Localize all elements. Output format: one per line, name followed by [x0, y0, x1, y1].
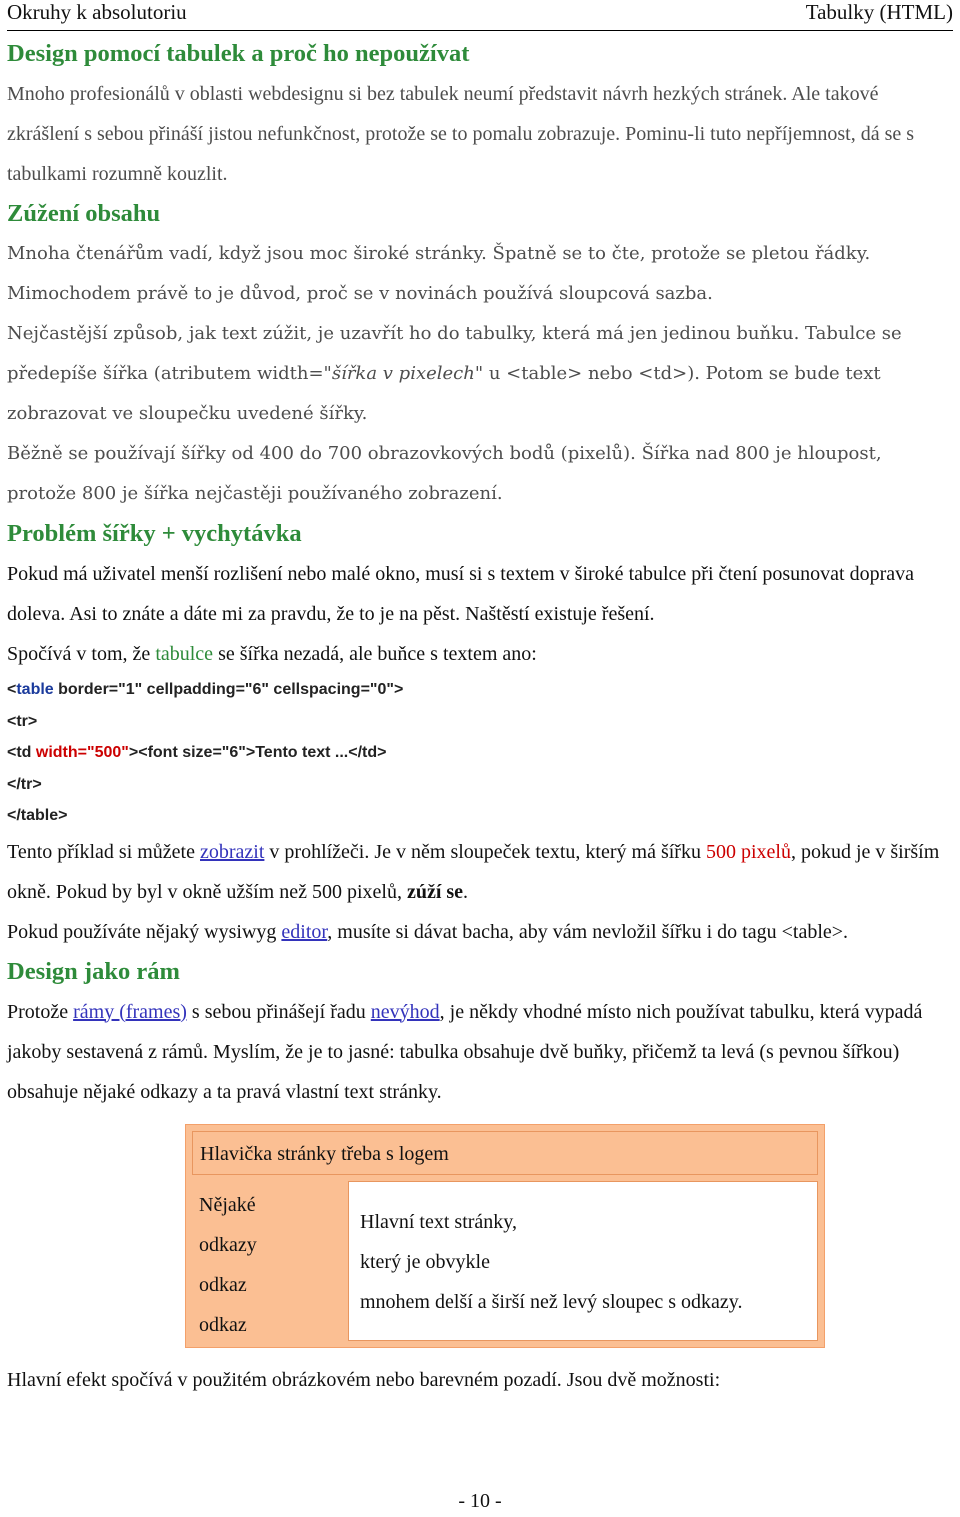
- code-token: ><font size="6">Tento text ...</td>: [128, 744, 387, 761]
- text-span: , je někdy vhodné místo nich používat tabulku, která vypadá jakoby sestavená z rámů. Myslím, že je to jasné: tabulka obsahuje dvě buňky, přičemž ta levá (s pevnou šířkou) obsahuje nějaké odkazy a ta pravá vlastní text stránky.: [7, 1000, 923, 1103]
- code-line: <tr>: [7, 712, 38, 730]
- text-span: v prohlížeči. Je v něm sloupeček textu, který má šířku: [264, 840, 706, 863]
- link-ramy-frames[interactable]: rámy (frames): [73, 1000, 187, 1023]
- highlight-500-pixelu: 500 pixelů: [705, 840, 791, 863]
- demo-main-line: který je obvykle: [360, 1250, 490, 1273]
- demo-left-line: Nějaké: [199, 1193, 256, 1216]
- demo-main-line: mnohem delší a širší než levý sloupec s odkazy.: [360, 1290, 743, 1313]
- paragraph-zuzeni-3: Běžně se používají šířky od 400 do 700 obrazovkových bodů (pixelů). Šířka nad 800 je hloupost, protože 800 je šířka nejčastěji používaného zobrazení.: [7, 443, 882, 504]
- paragraph-priklad: [7, 832, 953, 912]
- paragraph-problem-2: [7, 634, 953, 674]
- text-span: , pokud je v širším okně. Pokud by byl v okně užším než 500 pixelů,: [7, 840, 940, 903]
- paragraph-zuzeni-1: Mnoha čtenářům vadí, když jsou moc široké stránky. Špatně se to čte, protože se pletou řádky. Mimochodem právě to je důvod, proč se v novinách používá sloupcová sazba.: [7, 243, 871, 304]
- text-span: Nejčastější způsob, jak text zúžit, je uzavřít ho do tabulky, která má jen jedinou buňku. Tabulce se předepíše šířka (atributem width=": [7, 323, 902, 384]
- text-span: " u <table> nebo <td>). Potom se bude text zobrazovat ve sloupečku uvedené šířky.: [7, 363, 881, 424]
- text-span: Pokud používáte nějaký wysiwyg: [7, 920, 282, 943]
- code-line: [7, 737, 953, 769]
- text-span: se šířka nezadá, ale buňce s textem ano:: [213, 643, 537, 665]
- code-line: [7, 674, 953, 706]
- heading-problem-sirky: Problém šířky + vychytávka: [7, 520, 302, 547]
- paragraph-efekt: Hlavní efekt spočívá v použitém obrázkovém nebo barevném pozadí. Jsou dvě možnosti:: [7, 1368, 721, 1391]
- header-left: Okruhy k absolutoriu: [7, 0, 187, 24]
- demo-left-cell: [192, 1181, 342, 1341]
- link-editor[interactable]: editor: [281, 920, 328, 943]
- bold-text: zúží se: [406, 880, 464, 903]
- header-right: Tabulky (HTML): [805, 0, 953, 24]
- code-line: </tr>: [7, 775, 42, 793]
- text-span: Tento příklad si můžete: [7, 840, 200, 863]
- document-body: [7, 34, 953, 1400]
- code-block: [7, 674, 953, 832]
- demo-left-line: odkazy: [199, 1233, 257, 1256]
- text-span: , musíte si dávat bacha, aby vám nevložil šířku i do tagu <table>.: [327, 920, 849, 943]
- link-zobrazit[interactable]: zobrazit: [200, 840, 265, 863]
- link-nevyhod[interactable]: nevýhod: [370, 1000, 440, 1023]
- heading-design-ram: Design jako rám: [7, 957, 180, 985]
- text-span: Protože: [7, 1000, 74, 1023]
- paragraph-wysiwyg: [7, 912, 953, 952]
- text-span: .: [463, 880, 469, 903]
- code-token-attr: width="500": [35, 744, 129, 761]
- demo-header-cell: Hlavička stránky třeba s logem: [192, 1131, 818, 1175]
- code-token: border="1" cellpadding="6" cellspacing="0">: [53, 681, 404, 698]
- demo-frame-table: [185, 1124, 825, 1348]
- highlight-tabulce: tabulce: [155, 643, 214, 665]
- emphasis-text: šířka v pixelech: [331, 363, 475, 384]
- code-token-tag: table: [16, 681, 54, 698]
- demo-main-line: Hlavní text stránky,: [360, 1210, 518, 1233]
- code-token: <: [7, 681, 17, 698]
- demo-main-cell: [348, 1181, 818, 1341]
- page-header: [7, 0, 953, 31]
- text-span: Spočívá v tom, že: [7, 643, 156, 665]
- code-line: </table>: [7, 807, 68, 824]
- page-number: - 10 -: [458, 1490, 502, 1512]
- code-token: <td: [7, 744, 36, 761]
- text-span: s sebou přinášejí řadu: [186, 1000, 371, 1023]
- heading-design-tabulek: Design pomocí tabulek a proč ho nepoužívat: [7, 40, 470, 67]
- paragraph-intro: Mnoho profesionálů v oblasti webdesignu si bez tabulek neumí představit návrh hezkých stránek. Ale takové zkrášlení s sebou přináší jistou nefunkčnost, protože se to pomalu zobrazuje. Pominu-li tuto nepříjemnost, dá se s tabulkami rozumně kouzlit.: [7, 83, 915, 185]
- demo-left-line: odkaz: [199, 1313, 247, 1336]
- heading-zuzeni-obsahu: Zúžení obsahu: [7, 200, 161, 227]
- paragraph-problem-1: Pokud má uživatel menší rozlišení nebo malé okno, musí si s textem v široké tabulce při čtení posunovat doprava doleva. Asi to znáte a dáte mi za pravdu, že to je na pěst. Naštěstí existuje řešení.: [7, 563, 915, 625]
- demo-left-line: odkaz: [199, 1273, 247, 1296]
- paragraph-zuzeni-2: [7, 314, 953, 434]
- paragraph-ramy: [7, 992, 953, 1112]
